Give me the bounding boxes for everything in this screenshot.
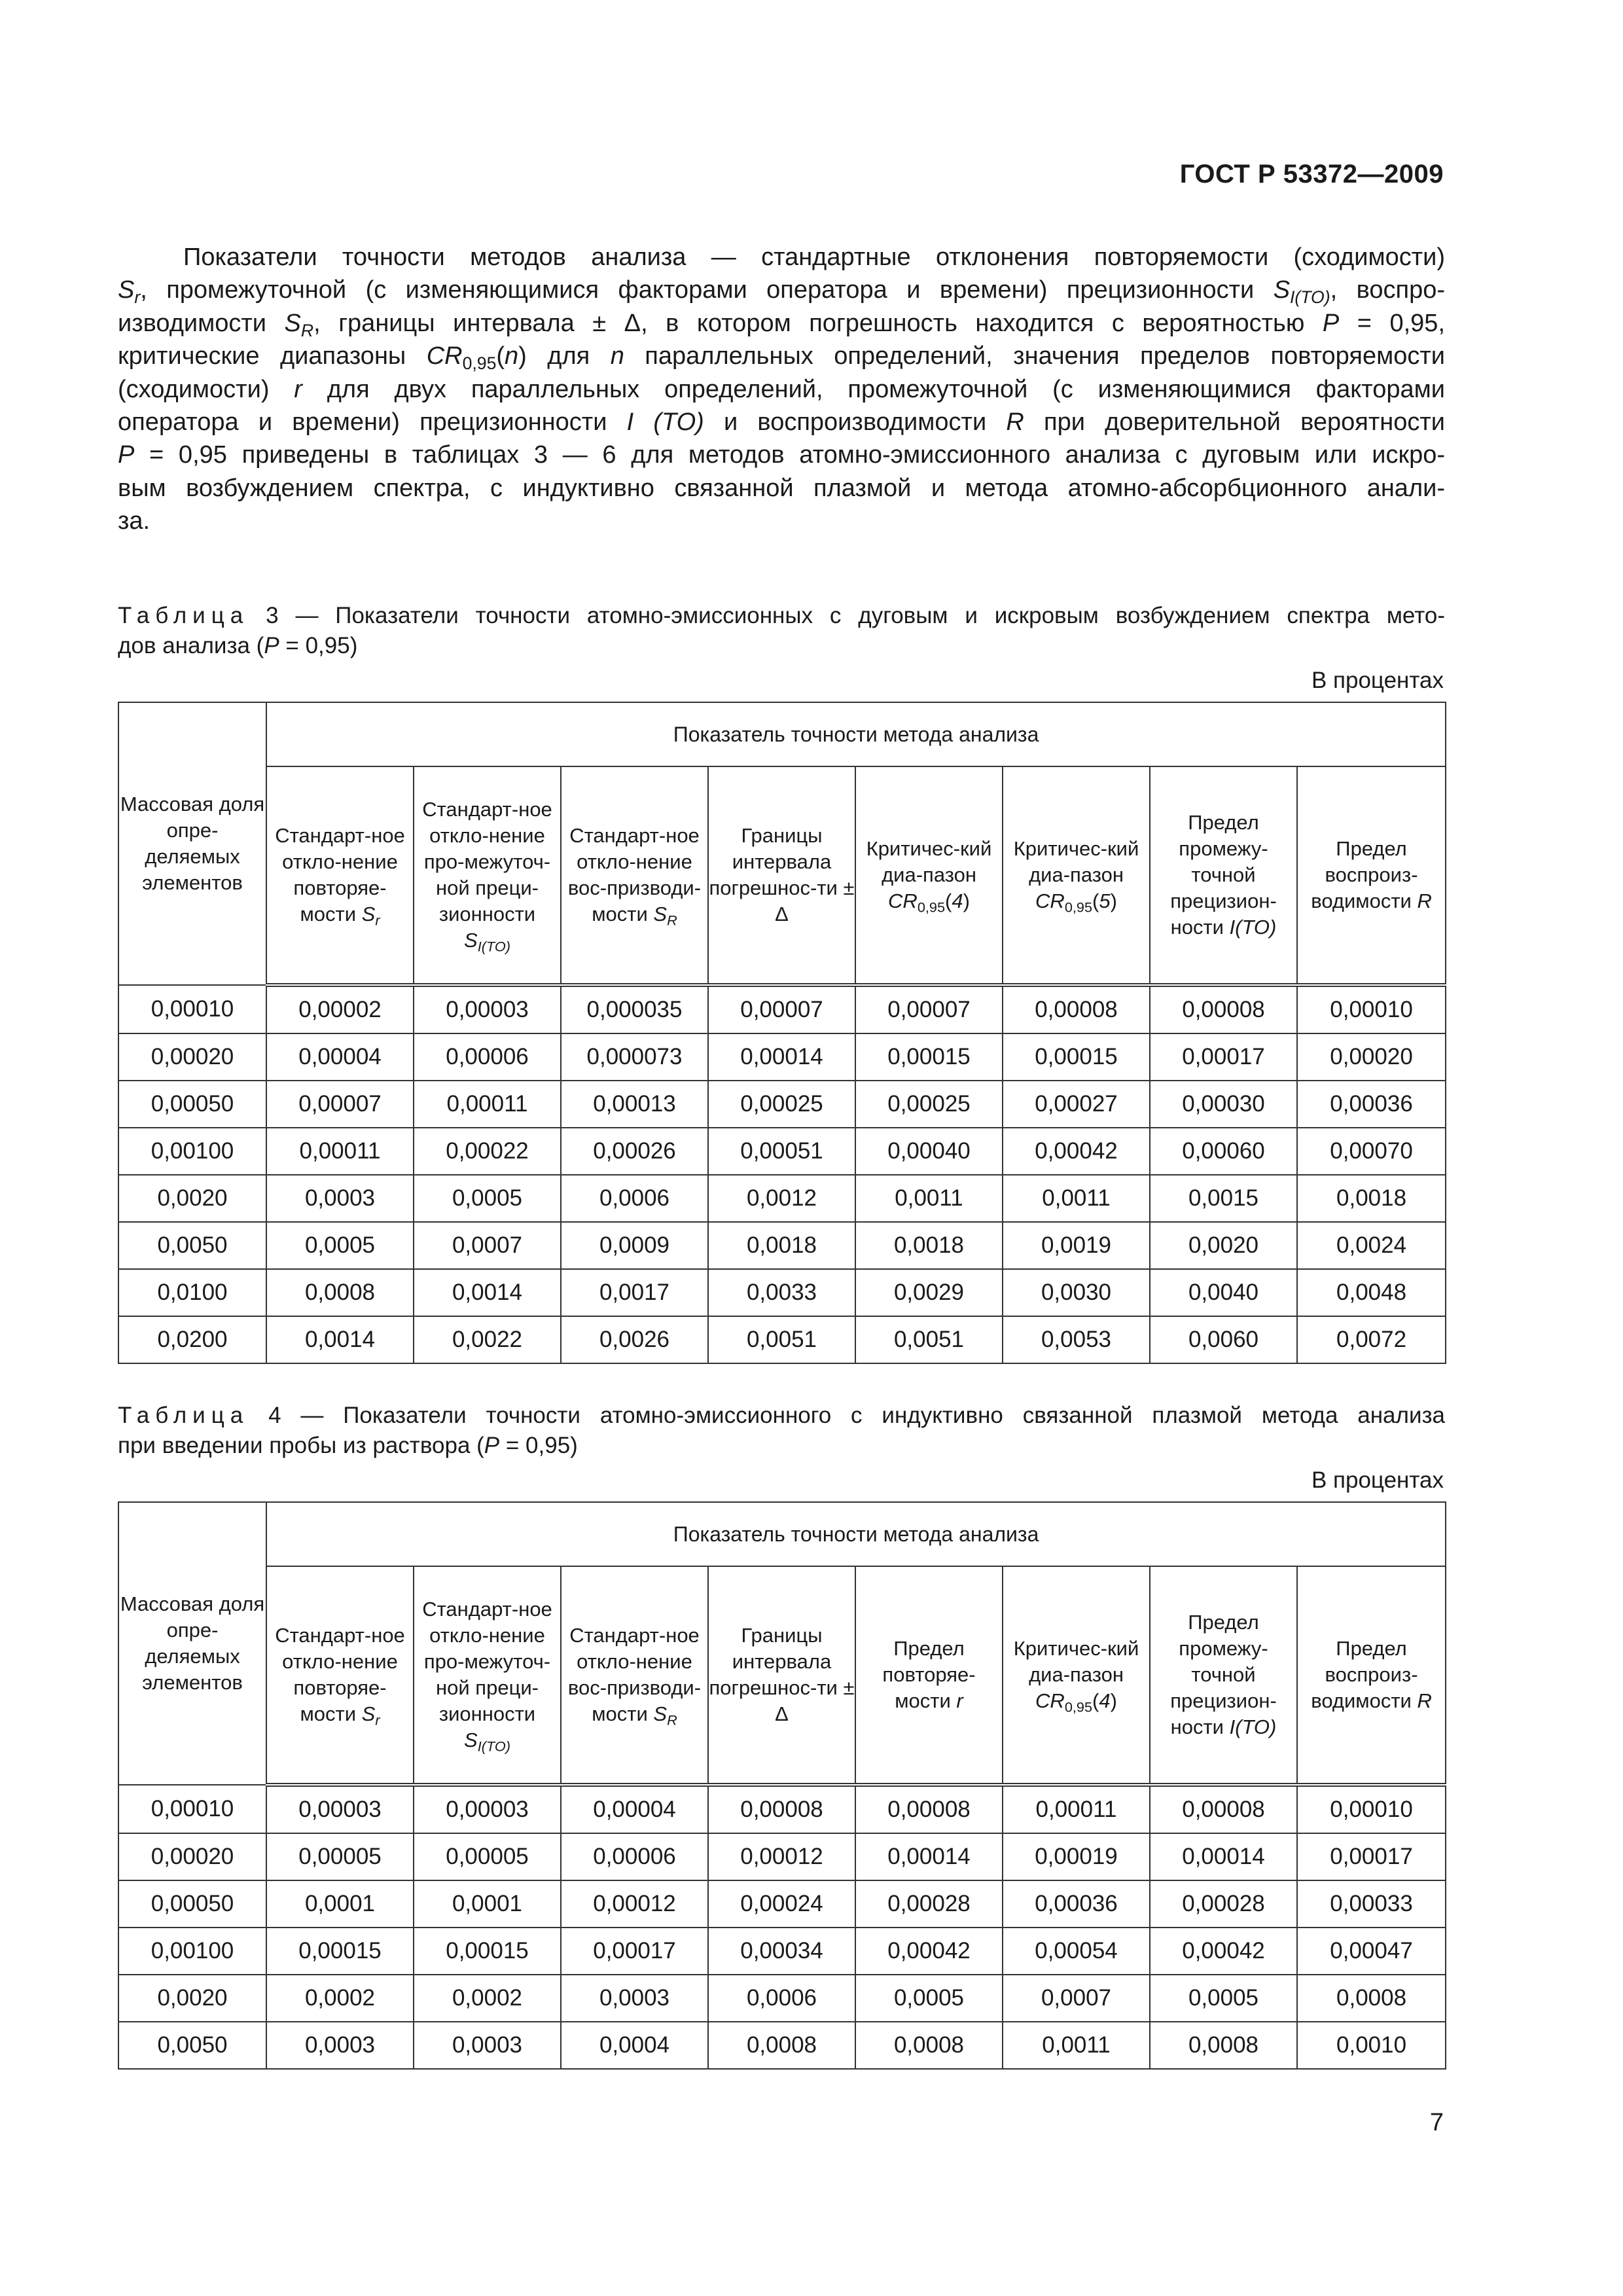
- table3: [118, 702, 1446, 1364]
- table-cell: 0,0020: [118, 1175, 266, 1222]
- table-cell: 0,00011: [1003, 1785, 1150, 1833]
- column-header: Предел повторяе-мости r: [855, 1566, 1003, 1785]
- table-cell: 0,00005: [266, 1833, 414, 1880]
- table4-caption-line1: 4 — Показатели точности атомно-эмиссионного с индуктивно связанной плазмой метода анализа: [268, 1403, 1446, 1428]
- table-cell: 0,00034: [708, 1928, 855, 1975]
- table-cell: 0,00036: [1003, 1880, 1150, 1928]
- table-cell: 0,00015: [855, 1033, 1003, 1081]
- table-row: [118, 1880, 1446, 1928]
- table-cell: 0,00020: [1297, 1033, 1446, 1081]
- table-cell: 0,00050: [118, 1081, 266, 1128]
- table-cell: 0,00028: [1150, 1880, 1297, 1928]
- table-cell: 0,0003: [561, 1975, 708, 2022]
- table-cell: 0,00100: [118, 1928, 266, 1975]
- table-row: [118, 1222, 1446, 1269]
- table-cell: 0,0008: [855, 2022, 1003, 2069]
- table-row: [118, 1128, 1446, 1175]
- table-cell: 0,00026: [561, 1128, 708, 1175]
- table-row: [118, 1928, 1446, 1975]
- table-cell: 0,00011: [414, 1081, 561, 1128]
- table-cell: 0,0008: [266, 1269, 414, 1316]
- table-cell: 0,0006: [561, 1175, 708, 1222]
- table-cell: 0,0051: [708, 1316, 855, 1363]
- paragraph-line: критические диапазоны $CR_{0,95}(n)$ для n параллельных определений, значения пределов повторяемости: [118, 342, 1445, 374]
- table-row: [118, 1316, 1446, 1363]
- table-cell: 0,0015: [1150, 1175, 1297, 1222]
- table-cell: 0,00020: [118, 1033, 266, 1081]
- table-cell: 0,00017: [1150, 1033, 1297, 1081]
- table3-units: В процентах: [1311, 668, 1444, 693]
- table-cell: 0,00014: [708, 1033, 855, 1081]
- table-row: [118, 1785, 1446, 1833]
- paragraph-line: Показатели точности методов анализа — стандартные отклонения повторяемости (сходимости): [183, 243, 1445, 271]
- table-cell: 0,0012: [708, 1175, 855, 1222]
- table-cell: 0,0003: [266, 2022, 414, 2069]
- table-cell: 0,00015: [266, 1928, 414, 1975]
- table-row: [118, 1081, 1446, 1128]
- table4-corner-header: Массовая доля опре-деляемых элементов: [118, 1502, 266, 1785]
- column-header: Стандарт-ное откло-нение вос-призводи-мости $S_R$: [561, 1566, 708, 1785]
- table4-caption: [118, 1401, 1445, 1461]
- table-cell: 0,0040: [1150, 1269, 1297, 1316]
- table-row: [118, 985, 1446, 1033]
- table-cell: 0,00017: [1297, 1833, 1446, 1880]
- document-code: ГОСТ Р 53372—2009: [1179, 160, 1444, 188]
- table3-caption-word: Таблица: [118, 603, 249, 628]
- table-cell: 0,0051: [855, 1316, 1003, 1363]
- table-cell: 0,00027: [1003, 1081, 1150, 1128]
- table3-caption: [118, 601, 1445, 661]
- table-cell: 0,00051: [708, 1128, 855, 1175]
- table-cell: 0,00054: [1003, 1928, 1150, 1975]
- table-cell: 0,0018: [855, 1222, 1003, 1269]
- table-cell: 0,00070: [1297, 1128, 1446, 1175]
- column-header: Границы интервала погрешнос-ти ± Δ: [708, 1566, 855, 1785]
- table-cell: 0,0007: [1003, 1975, 1150, 2022]
- table-cell: 0,0008: [1150, 2022, 1297, 2069]
- table-cell: 0,0002: [414, 1975, 561, 2022]
- paragraph-line: за.: [118, 507, 151, 535]
- table-cell: 0,0050: [118, 1222, 266, 1269]
- table-cell: 0,0010: [1297, 2022, 1446, 2069]
- table-cell: 0,00004: [561, 1785, 708, 1833]
- table-cell: 0,0008: [708, 2022, 855, 2069]
- table-cell: 0,0018: [708, 1222, 855, 1269]
- column-header: Стандарт-ное откло-нение вос-призводи-мости $S_R$: [561, 766, 708, 985]
- table-cell: 0,00030: [1150, 1081, 1297, 1128]
- table-cell: 0,00047: [1297, 1928, 1446, 1975]
- table-cell: 0,00012: [708, 1833, 855, 1880]
- table-cell: 0,0009: [561, 1222, 708, 1269]
- table-cell: 0,00008: [708, 1785, 855, 1833]
- table-cell: 0,0029: [855, 1269, 1003, 1316]
- table4-caption-word: Таблица: [118, 1403, 249, 1428]
- table-cell: 0,0050: [118, 2022, 266, 2069]
- table-cell: 0,0001: [414, 1880, 561, 1928]
- table-cell: 0,0005: [414, 1175, 561, 1222]
- table-cell: 0,00015: [414, 1928, 561, 1975]
- table-cell: 0,0011: [1003, 1175, 1150, 1222]
- table-cell: 0,00022: [414, 1128, 561, 1175]
- column-header: Стандарт-ное откло-нение про-межуточ-ной преци-зионности $S_{I(TO)}$: [414, 1566, 561, 1785]
- table-cell: 0,0033: [708, 1269, 855, 1316]
- table-cell: 0,0014: [266, 1316, 414, 1363]
- table3-corner-header: Массовая доля опре-деляемых элементов: [118, 702, 266, 985]
- table-cell: 0,0019: [1003, 1222, 1150, 1269]
- table-cell: 0,0017: [561, 1269, 708, 1316]
- table-cell: 0,00012: [561, 1880, 708, 1928]
- table-cell: 0,00006: [414, 1033, 561, 1081]
- table-cell: 0,0030: [1003, 1269, 1150, 1316]
- column-header: Предел воспроиз-водимости R: [1297, 766, 1446, 985]
- table-cell: 0,0003: [414, 2022, 561, 2069]
- table-row: [118, 1033, 1446, 1081]
- table-row: [118, 1833, 1446, 1880]
- table-row: [118, 1175, 1446, 1222]
- table-cell: 0,00011: [266, 1128, 414, 1175]
- table-cell: 0,00010: [1297, 1785, 1446, 1833]
- table-cell: 0,00050: [118, 1880, 266, 1928]
- column-header: Стандарт-ное откло-нение повторяе-мости $S_r$: [266, 766, 414, 985]
- table-cell: 0,00003: [414, 1785, 561, 1833]
- column-header: Критичес-кий диа-пазон $CR_{0,95}(4)$: [855, 766, 1003, 985]
- table-cell: 0,0008: [1297, 1975, 1446, 2022]
- table-cell: 0,0100: [118, 1269, 266, 1316]
- body-paragraph: [118, 241, 1445, 538]
- table-cell: 0,0005: [266, 1222, 414, 1269]
- table-cell: 0,00019: [1003, 1833, 1150, 1880]
- table-cell: 0,00028: [855, 1880, 1003, 1928]
- table-cell: 0,00033: [1297, 1880, 1446, 1928]
- table-cell: 0,00006: [561, 1833, 708, 1880]
- table-cell: 0,0005: [855, 1975, 1003, 2022]
- table-cell: 0,000035: [561, 985, 708, 1033]
- table-cell: 0,00003: [414, 985, 561, 1033]
- table-cell: 0,0001: [266, 1880, 414, 1928]
- paragraph-line: вым возбуждением спектра, с индуктивно связанной плазмой и метода атомно-абсорбционного анали-: [118, 474, 1445, 502]
- table-row: [118, 1975, 1446, 2022]
- table-row: [118, 2022, 1446, 2069]
- table-cell: 0,0200: [118, 1316, 266, 1363]
- table-cell: 0,00042: [1003, 1128, 1150, 1175]
- table4: [118, 1501, 1446, 2070]
- table-cell: 0,00025: [708, 1081, 855, 1128]
- table-cell: 0,00005: [414, 1833, 561, 1880]
- table-cell: 0,00007: [708, 985, 855, 1033]
- table-cell: 0,00014: [1150, 1833, 1297, 1880]
- table-cell: 0,00010: [1297, 985, 1446, 1033]
- table-cell: 0,00003: [266, 1785, 414, 1833]
- table-cell: 0,0048: [1297, 1269, 1446, 1316]
- paragraph-line: $S_r$, промежуточной (с изменяющимися факторами оператора и времени) прецизионности $S_{I(TO)}$, воспро-: [118, 276, 1445, 308]
- table-cell: 0,00004: [266, 1033, 414, 1081]
- table-cell: 0,00002: [266, 985, 414, 1033]
- table-cell: 0,00007: [266, 1081, 414, 1128]
- table-cell: 0,00100: [118, 1128, 266, 1175]
- table-cell: 0,0026: [561, 1316, 708, 1363]
- column-header: Предел промежу-точной прецизион-ности I(TO): [1150, 766, 1297, 985]
- table-cell: 0,00008: [1150, 1785, 1297, 1833]
- paragraph-line: оператора и времени) прецизионности I (TO) и воспроизводимости R при доверительной вероятности: [118, 408, 1445, 437]
- table4-group-header: Показатель точности метода анализа: [266, 1502, 1446, 1566]
- table-cell: 0,0007: [414, 1222, 561, 1269]
- page-number: 7: [1429, 2109, 1444, 2136]
- column-header: Критичес-кий диа-пазон $CR_{0,95}(4)$: [1003, 1566, 1150, 1785]
- table4-caption-line2: при введении пробы из раствора (P = 0,95): [118, 1433, 578, 1458]
- table-cell: 0,0004: [561, 2022, 708, 2069]
- table-cell: 0,0011: [1003, 2022, 1150, 2069]
- paragraph-line: P = 0,95 приведены в таблицах 3 — 6 для методов атомно-эмиссионного анализа с дуговым или искро-: [118, 441, 1445, 469]
- column-header: Стандарт-ное откло-нение повторяе-мости $S_r$: [266, 1566, 414, 1785]
- table-cell: 0,00040: [855, 1128, 1003, 1175]
- table-cell: 0,0006: [708, 1975, 855, 2022]
- table-cell: 0,00010: [118, 1785, 266, 1833]
- table-cell: 0,00042: [855, 1928, 1003, 1975]
- table-cell: 0,00015: [1003, 1033, 1150, 1081]
- table-cell: 0,0022: [414, 1316, 561, 1363]
- table-cell: 0,0020: [1150, 1222, 1297, 1269]
- column-header: Стандарт-ное откло-нение про-межуточ-ной преци-зионности $S_{I(TO)}$: [414, 766, 561, 985]
- table-cell: 0,0053: [1003, 1316, 1150, 1363]
- table-cell: 0,0014: [414, 1269, 561, 1316]
- table-cell: 0,0018: [1297, 1175, 1446, 1222]
- table-cell: 0,0024: [1297, 1222, 1446, 1269]
- table-cell: 0,0060: [1150, 1316, 1297, 1363]
- table-cell: 0,00042: [1150, 1928, 1297, 1975]
- paragraph-line: (сходимости) r для двух параллельных определений, промежуточной (с изменяющимися факторами: [118, 375, 1445, 403]
- table-cell: 0,00008: [1003, 985, 1150, 1033]
- table-cell: 0,00024: [708, 1880, 855, 1928]
- table-cell: 0,0020: [118, 1975, 266, 2022]
- column-header: Предел промежу-точной прецизион-ности I(TO): [1150, 1566, 1297, 1785]
- table-cell: 0,00007: [855, 985, 1003, 1033]
- table-cell: 0,00025: [855, 1081, 1003, 1128]
- table-cell: 0,00017: [561, 1928, 708, 1975]
- paragraph-line: изводимости $S_R$, границы интервала ± Δ, в котором погрешность находится с вероятностью P = 0,95,: [118, 309, 1446, 340]
- column-header: Границы интервала погрешнос-ти ± Δ: [708, 766, 855, 985]
- table-cell: 0,00008: [855, 1785, 1003, 1833]
- table3-caption-line2: дов анализа (P = 0,95): [118, 633, 358, 658]
- table3-caption-line1: 3 — Показатели точности атомно-эмиссионных с дуговым и искровым возбуждением спектра мето-: [266, 603, 1445, 628]
- table-cell: 0,0002: [266, 1975, 414, 2022]
- table-cell: 0,00010: [118, 985, 266, 1033]
- table-cell: 0,0003: [266, 1175, 414, 1222]
- table-cell: 0,00060: [1150, 1128, 1297, 1175]
- table-cell: 0,00013: [561, 1081, 708, 1128]
- table-row: [118, 1269, 1446, 1316]
- table4-units: В процентах: [1311, 1467, 1444, 1493]
- table-cell: 0,0072: [1297, 1316, 1446, 1363]
- column-header: Критичес-кий диа-пазон $CR_{0,95}(5)$: [1003, 766, 1150, 985]
- table3-group-header: Показатель точности метода анализа: [266, 702, 1446, 766]
- table-cell: 0,00014: [855, 1833, 1003, 1880]
- table-cell: 0,0011: [855, 1175, 1003, 1222]
- table-cell: 0,00020: [118, 1833, 266, 1880]
- table-cell: 0,0005: [1150, 1975, 1297, 2022]
- column-header: Предел воспроиз-водимости R: [1297, 1566, 1446, 1785]
- table-cell: 0,000073: [561, 1033, 708, 1081]
- table-cell: 0,00036: [1297, 1081, 1446, 1128]
- table-cell: 0,00008: [1150, 985, 1297, 1033]
